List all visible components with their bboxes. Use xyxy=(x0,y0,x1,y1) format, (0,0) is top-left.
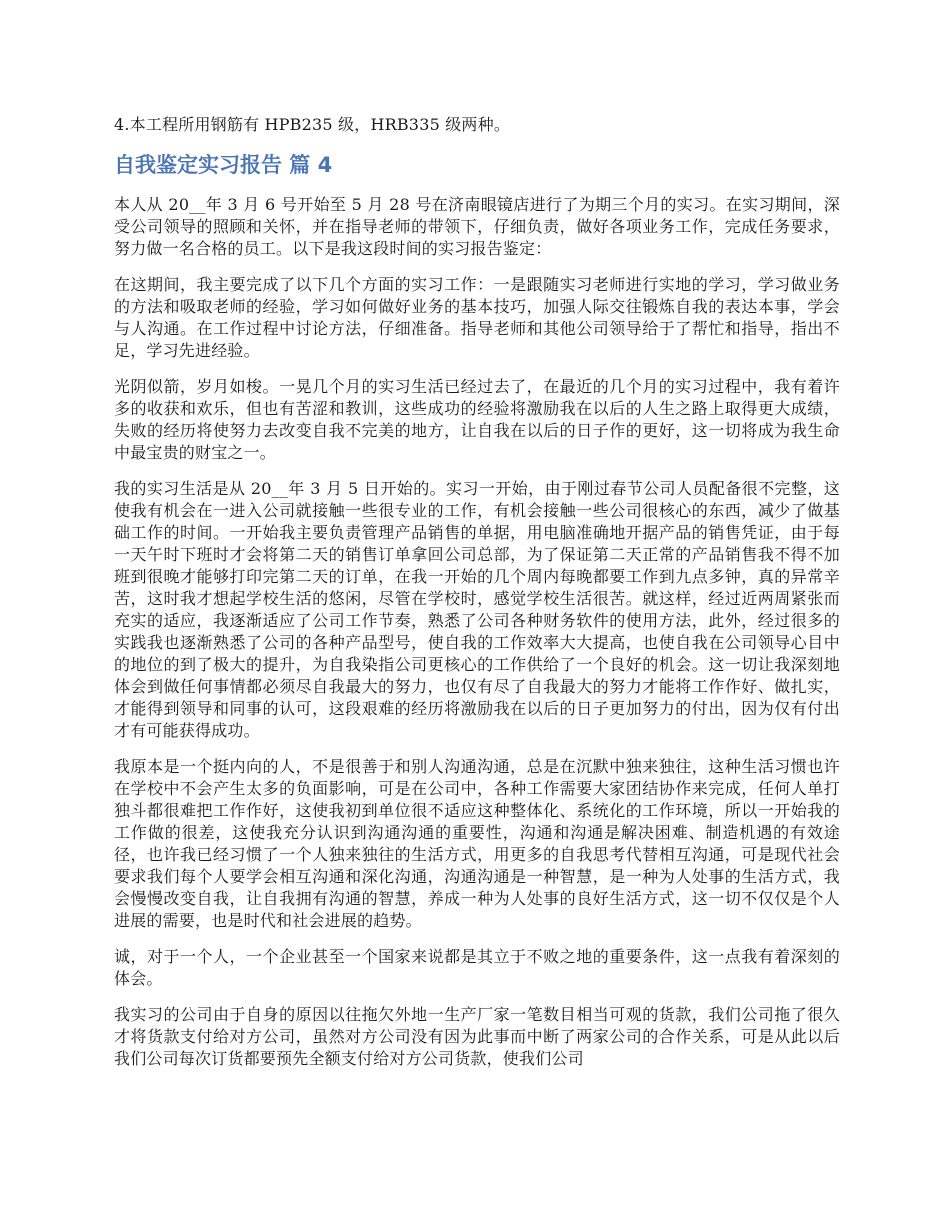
paragraph: 我的实习生活是从 20__年 3 月 5 日开始的。实习一开始，由于刚过春节公司人员配备很不完整，这使我有机会在一进入公司就接触一些很专业的工作，有机会接触一些公司很核心的东西，减少了做基础工作的时间。一开始我主要负责管理产品销售的单据，用电脑准确地开据产品的销售凭证，由于每一天午时下班时才会将第二天的销售订单拿回公司总部，为了保证第二天正常的产品销售我不得不加班到很晚才能够打印完第二天的订单，在我一开始的几个周内每晚都要工作到九点多钟，真的异常辛苦，这时我才想起学校生活的悠闲，尽管在学校时，感觉学校生活很苦。就这样，经过近两周紧张而充实的适应，我逐渐适应了公司工作节奏，熟悉了公司各种财务软件的使用方法，此外，经过很多的实践我也逐渐熟悉了公司的各种产品型号，使自我的工作效率大大提高，也使自我在公司领导心目中的地位的到了极大的提升，为自我染指公司更核心的工作供给了一个良好的机会。这一切让我深刻地体会到做任何事情都必须尽自我最大的努力，也仅有尽了自我最大的努力才能将工作作好、做扎实，才能得到领导和同事的认可，这段艰难的经历将激励我在以后的日子更加努力的付出，因为仅有付出才有可能获得成功。 xyxy=(114,479,840,740)
paragraph: 光阴似箭，岁月如梭。一晃几个月的实习生活已经过去了，在最近的几个月的实习过程中，我有着许多的收获和欢乐，但也有苦涩和教训，这些成功的经验将激励我在以后的人生之路上取得更大成绩，失败的经历将使努力去改变自我不完美的地方，让自我在以后的日子作的更好，这一切将成为我生命中最宝贵的财宝之一。 xyxy=(114,377,840,462)
paragraph: 我实习的公司由于自身的原因以往拖欠外地一生产厂家一笔数目相当可观的货款，我们公司拖了很久才将货款支付给对方公司，虽然对方公司没有因为此事而中断了两家公司的合作关系，可是从此以后我们公司每次订货都要预先全额支付给对方公司货款，使我们公司 xyxy=(114,1005,840,1068)
paragraph: 我原本是一个挺内向的人，不是很善于和别人沟通沟通，总是在沉默中独来独往，这种生活习惯也许在学校中不会产生太多的负面影响，可是在公司中，各种工作需要大家团结协作来完成，任何人单打独斗都很难把工作作好，这使我初到单位很不适应这种整体化、系统化的工作环境，所以一开始我的工作做的很差，这使我充分认识到沟通沟通的重要性，沟通和沟通是解决困难、制造机遇的有效途径，也许我已经习惯了一个人独来独往的生活方式，用更多的自我思考代替相互沟通，可是现代社会要求我们每个人要学会相互沟通和深化沟通，沟通沟通是一种智慧，是一种为人处事的生活方式，我会慢慢改变自我，让自我拥有沟通的智慧，养成一种为人处事的良好生活方式，这一切不仅仅是个人进展的需要，也是时代和社会进展的趋势。 xyxy=(114,757,840,930)
paragraph: 诚，对于一个人，一个企业甚至一个国家来说都是其立于不败之地的重要条件，这一点我有着深刻的体会。 xyxy=(114,947,840,988)
document-page xyxy=(114,114,840,1084)
section-heading: 自我鉴定实习报告 篇 4 xyxy=(114,153,333,177)
paragraph: 本人从 20__年 3 月 6 号开始至 5 月 28 号在济南眼镜店进行了为期三个月的实习。在实习期间，深受公司领导的照顾和关怀，并在指导老师的带领下，仔细负责，做好各项业务工作，完成任务要求，努力做一名合格的员工。以下是我这段时间的实习报告鉴定： xyxy=(114,195,840,258)
paragraph: 在这期间，我主要完成了以下几个方面的实习工作：一是跟随实习老师进行实地的学习，学习做业务的方法和吸取老师的经验，学习如何做好业务的基本技巧，加强人际交往锻炼自我的表达本事，学会与人沟通。在工作过程中讨论方法，仔细准备。指导老师和其他公司领导给于了帮忙和指导，指出不足，学习先进经验。 xyxy=(114,275,840,360)
intro-line: 4.本工程所用钢筋有 HPB235 级，HRB335 级两种。 xyxy=(114,115,511,134)
